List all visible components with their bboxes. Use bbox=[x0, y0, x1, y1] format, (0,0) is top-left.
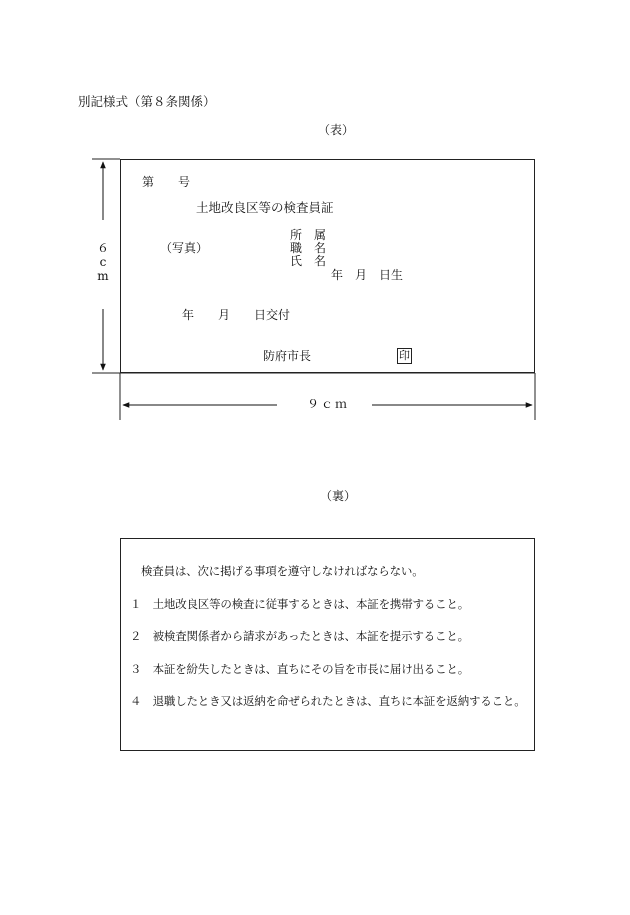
card-title: 土地改良区等の検査員証 bbox=[196, 200, 334, 215]
height-label-digit: ６ bbox=[96, 241, 109, 255]
back-item-4: ４ 退職したとき又は返納を命ぜられたときは、直ちに本証を返納すること。 bbox=[130, 694, 526, 708]
front-side-label: （表） bbox=[318, 123, 355, 137]
issue-date: 年 月 日交付 bbox=[182, 308, 291, 322]
back-item-3: ３ 本証を紛失したときは、直ちにその旨を市長に届け出ること。 bbox=[130, 662, 469, 676]
back-side-label: （裏） bbox=[320, 489, 357, 503]
seal-mark: 印 bbox=[399, 349, 410, 362]
issuer-name: 防府市長 bbox=[263, 349, 312, 363]
height-label-c: c bbox=[99, 255, 107, 269]
width-label: ９ｃｍ bbox=[307, 397, 350, 411]
birth-date: 年 月 日生 bbox=[331, 268, 404, 282]
back-intro: 検査員は、次に掲げる事項を遵守しなければならない。 bbox=[141, 564, 424, 578]
field-affiliation: 所 属 bbox=[290, 228, 327, 242]
form-title: 別記様式（第８条関係） bbox=[78, 94, 216, 109]
card-number: 第 号 bbox=[142, 175, 191, 189]
photo-placeholder: （写真） bbox=[160, 241, 209, 255]
field-name: 氏 名 bbox=[290, 254, 327, 268]
back-item-1: １ 土地改良区等の検査に従事するときは、本証を携帯すること。 bbox=[130, 597, 469, 611]
height-label-m: m bbox=[97, 269, 109, 283]
back-item-2: ２ 被検査関係者から請求があったときは、本証を提示すること。 bbox=[130, 629, 469, 643]
field-position: 職 名 bbox=[290, 241, 327, 255]
